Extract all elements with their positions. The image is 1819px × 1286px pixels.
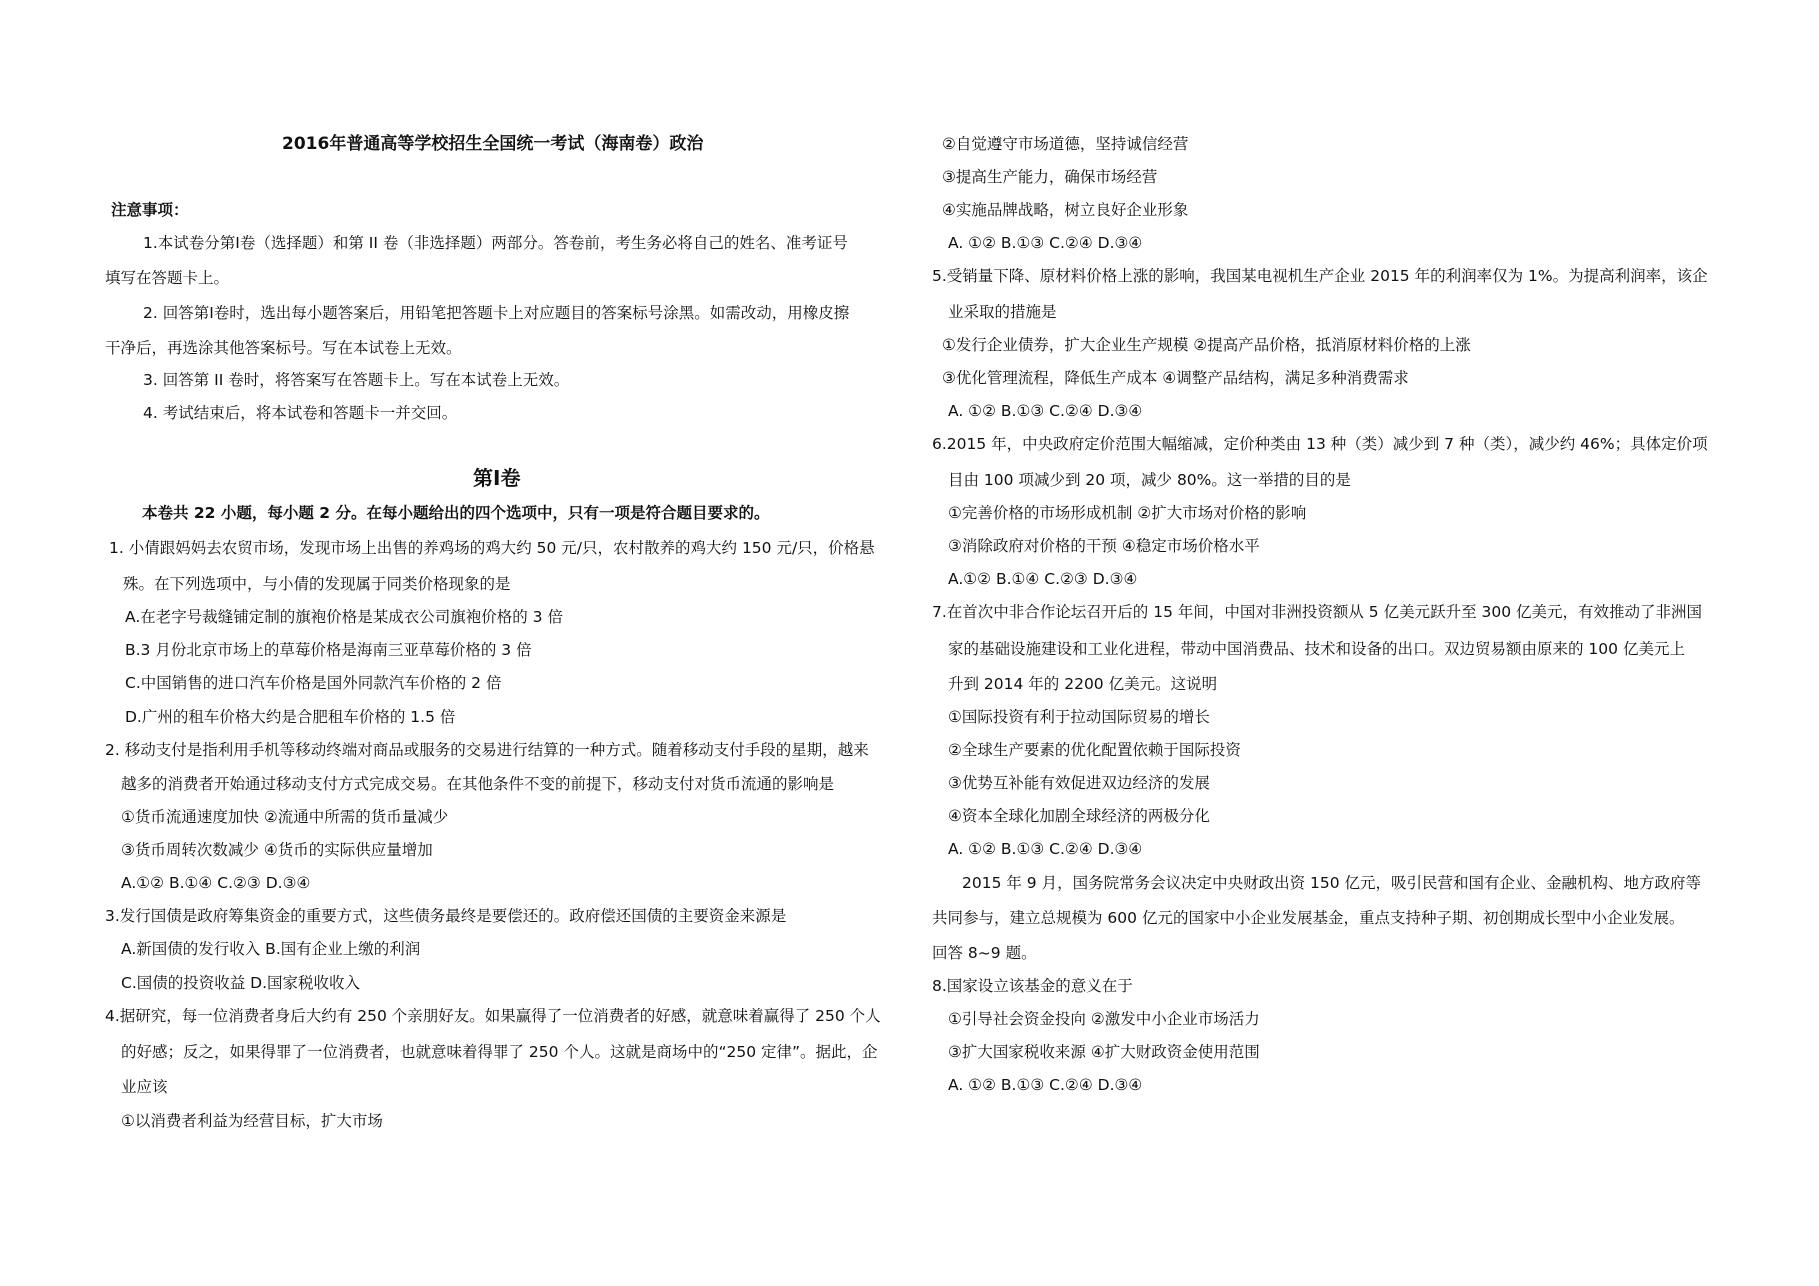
option-line: ④实施品牌战略，树立良好企业形象 xyxy=(942,201,1189,219)
option-line: ①国际投资有利于拉动国际贸易的增长 xyxy=(948,708,1210,726)
question-line: 越多的消费者开始通过移动支付方式完成交易。在其他条件不变的前提下，移动支付对货币流通的影响是 xyxy=(121,775,835,793)
option-line: A.在老字号裁缝铺定制的旗袍价格是某成衣公司旗袍价格的 3 倍 xyxy=(125,608,563,626)
option-line: ①货币流通速度加快 ②流通中所需的货币量减少 xyxy=(121,808,449,826)
option-line: ①引导社会资金投向 ②激发中小企业市场活力 xyxy=(948,1010,1260,1028)
question-line: 业应该 xyxy=(121,1078,168,1096)
material-line: 回答 8~9 题。 xyxy=(932,944,1037,962)
question-line: 5.受销量下降、原材料价格上涨的影响，我国某电视机生产企业 2015 年的利润率仅为 1%。为提高利润率，该企 xyxy=(932,267,1708,285)
option-line: ④资本全球化加剧全球经济的两极分化 xyxy=(948,807,1210,825)
question-line: 4.据研究，每一位消费者身后大约有 250 个亲朋好友。如果赢得了一位消费者的好感，就意味着赢得了 250 个人 xyxy=(105,1007,881,1025)
question-line: 殊。在下列选项中，与小倩的发现属于同类价格现象的是 xyxy=(123,575,511,593)
notice-line: 4. 考试结束后，将本试卷和答题卡一并交回。 xyxy=(143,404,458,422)
option-line: ③消除政府对价格的干预 ④稳定市场价格水平 xyxy=(948,537,1260,555)
question-line: 1. 小倩跟妈妈去农贸市场，发现市场上出售的养鸡场的鸡大约 50 元/只，农村散养的鸡大约 150 元/只，价格悬 xyxy=(109,539,875,557)
notice-line: 3. 回答第 II 卷时，将答案写在答题卡上。写在本试卷上无效。 xyxy=(143,371,570,389)
question-line: 业采取的措施是 xyxy=(948,303,1057,321)
material-line: 2015 年 9 月，国务院常务会议决定中央财政出资 150 亿元，吸引民营和国有企业、金融机构、地方政府等 xyxy=(962,874,1702,892)
notice-line: 1.本试卷分第Ⅰ卷（选择题）和第 II 卷（非选择题）两部分。答卷前，考生务必将自己的姓名、准考证号 xyxy=(143,234,848,252)
question-line: 3.发行国债是政府筹集资金的重要方式，这些债务最终是要偿还的。政府偿还国债的主要资金来源是 xyxy=(105,907,787,925)
option-line: ③提高生产能力，确保市场经营 xyxy=(942,168,1158,186)
notice-heading: 注意事项： xyxy=(111,201,189,219)
question-line: 6.2015 年，中央政府定价范围大幅缩减，定价种类由 13 种（类）减少到 7 种（类），减少约 46%；具体定价项 xyxy=(932,435,1708,453)
question-line: 8.国家设立该基金的意义在于 xyxy=(932,977,1133,995)
answer-choices: A. ①② B.①③ C.②④ D.③④ xyxy=(948,840,1143,858)
page-title: 2016年普通高等学校招生全国统一考试（海南卷）政治 xyxy=(282,134,704,154)
option-line: C.中国销售的进口汽车价格是国外同款汽车价格的 2 倍 xyxy=(125,674,502,692)
answer-choices: A.①② B.①④ C.②③ D.③④ xyxy=(121,874,311,892)
option-line: ①发行企业债券，扩大企业生产规模 ②提高产品价格，抵消原材料价格的上涨 xyxy=(942,336,1471,354)
option-line: ②自觉遵守市场道德，坚持诚信经营 xyxy=(942,135,1189,153)
answer-choices: A. ①② B.①③ C.②④ D.③④ xyxy=(948,402,1143,420)
option-line: ②全球生产要素的优化配置依赖于国际投资 xyxy=(948,741,1241,759)
notice-line: 干净后，再选涂其他答案标号。写在本试卷上无效。 xyxy=(105,339,462,357)
question-line: 2. 移动支付是指利用手机等移动终端对商品或服务的交易进行结算的一种方式。随着移动支付手段的星期，越来 xyxy=(105,741,869,759)
option-line: ③货币周转次数减少 ④货币的实际供应量增加 xyxy=(121,841,433,859)
notice-line: 2. 回答第Ⅰ卷时，选出每小题答案后，用铅笔把答题卡上对应题目的答案标号涂黑。如需改动，用橡皮擦 xyxy=(143,304,850,322)
option-line: ③优势互补能有效促进双边经济的发展 xyxy=(948,774,1210,792)
question-line: 7.在首次中非合作论坛召开后的 15 年间，中国对非洲投资额从 5 亿美元跃升至 300 亿美元，有效推动了非洲国 xyxy=(932,603,1703,621)
answer-choices: A.①② B.①④ C.②③ D.③④ xyxy=(948,570,1138,588)
section-title: 第Ⅰ卷 xyxy=(473,466,521,490)
option-line: ③优化管理流程，降低生产成本 ④调整产品结构，满足多种消费需求 xyxy=(942,369,1409,387)
option-line: C.国债的投资收益 D.国家税收收入 xyxy=(121,974,361,992)
answer-choices: A. ①② B.①③ C.②④ D.③④ xyxy=(948,234,1143,252)
option-line: ③扩大国家税收来源 ④扩大财政资金使用范围 xyxy=(948,1043,1260,1061)
question-line: 升到 2014 年的 2200 亿美元。这说明 xyxy=(948,675,1218,693)
notice-line: 填写在答题卡上。 xyxy=(105,269,230,287)
material-line: 共同参与，建立总规模为 600 亿元的国家中小企业发展基金，重点支持种子期、初创期成长型中小企业发展。 xyxy=(932,909,1685,927)
question-line: 家的基础设施建设和工业化进程，带动中国消费品、技术和设备的出口。双边贸易额由原来的 100 亿美元上 xyxy=(948,640,1685,658)
answer-choices: A. ①② B.①③ C.②④ D.③④ xyxy=(948,1076,1143,1094)
option-line: D.广州的租车价格大约是合肥租车价格的 1.5 倍 xyxy=(125,708,456,726)
question-line: 目由 100 项减少到 20 项，减少 80%。这一举措的目的是 xyxy=(948,471,1351,489)
option-line: ①完善价格的市场形成机制 ②扩大市场对价格的影响 xyxy=(948,504,1307,522)
option-line: ①以消费者利益为经营目标，扩大市场 xyxy=(121,1112,383,1130)
section-intro: 本卷共 22 小题，每小题 2 分。在每小题给出的四个选项中，只有一项是符合题目要求的。 xyxy=(142,504,770,522)
option-line: A.新国债的发行收入 B.国有企业上缴的利润 xyxy=(121,940,421,958)
question-line: 的好感；反之，如果得罪了一位消费者，也就意味着得罪了 250 个人。这就是商场中的“250 定律”。据此，企 xyxy=(121,1043,878,1061)
option-line: B.3 月份北京市场上的草莓价格是海南三亚草莓价格的 3 倍 xyxy=(125,641,532,659)
